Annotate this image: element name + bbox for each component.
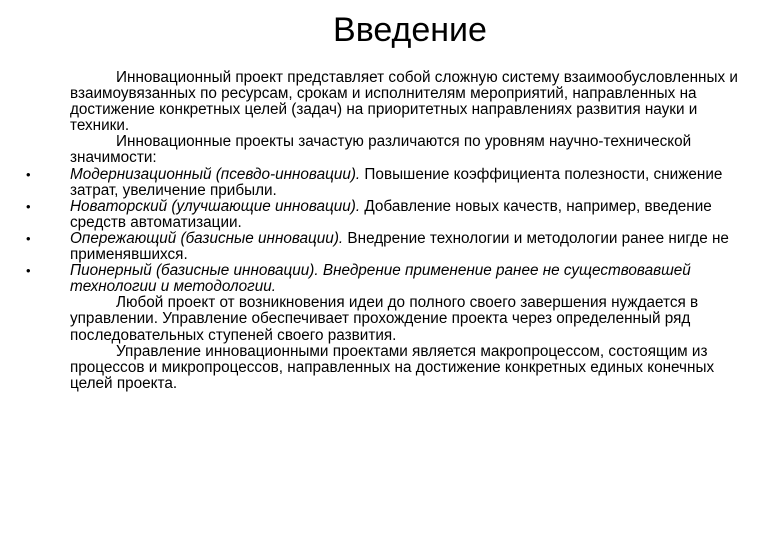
management-paragraph: Любой проект от возникновения идеи до полного своего завершения нуждается в управлении. Управление обеспечивает прохождение проекта через определенный ряд последовательных ступеней своего развития. — [70, 294, 699, 344]
list-item-advanced — [26, 229, 752, 264]
list-item-term: Пионерный (базисные инновации). Внедрение применение ранее не существовавшей технологии и методологии. — [70, 262, 691, 296]
list-item-description: Повышение коэффициента полезности, снижение затрат, увеличение прибыли. — [70, 165, 723, 199]
slide-body — [26, 69, 752, 392]
list-item-innovative — [26, 197, 752, 231]
bullet-icon: • — [26, 230, 31, 246]
list-item-term: Модернизационный (псевдо-инновации). — [70, 165, 361, 183]
intro-paragraph: Инновационный проект представляет собой сложную систему взаимообусловленных и взаимоувязанных по ресурсам, срокам и исполнителям мероприятий, направленных на достижение конкретных целей (задач) на приоритетных направлениях развития науки и техники. — [70, 69, 738, 135]
list-item-term: Опережающий (базисные инновации). — [70, 229, 344, 247]
list-item-modernization — [26, 165, 752, 199]
bullet-icon: • — [26, 263, 31, 279]
list-item-description: Внедрение технологии и методологии ранее нигде не применявшихся. — [70, 229, 729, 264]
bullet-icon: • — [26, 198, 31, 214]
list-item-pioneer — [26, 262, 752, 296]
bullet-icon: • — [26, 166, 31, 182]
slide-title: Введение — [333, 11, 487, 49]
macroprocess-paragraph: Управление инновационными проектами является макропроцессом, состоящим из процессов и микропроцессов, направленных на достижение конкретных единых конечных целей проекта. — [70, 342, 715, 392]
list-item-description: Добавление новых качеств, например, введение средств автоматизации. — [70, 197, 712, 231]
list-item-term: Новаторский (улучшающие инновации). — [70, 197, 361, 215]
classification-paragraph: Инновационные проекты зачастую различаются по уровням научно-технической значимости: — [70, 133, 692, 167]
